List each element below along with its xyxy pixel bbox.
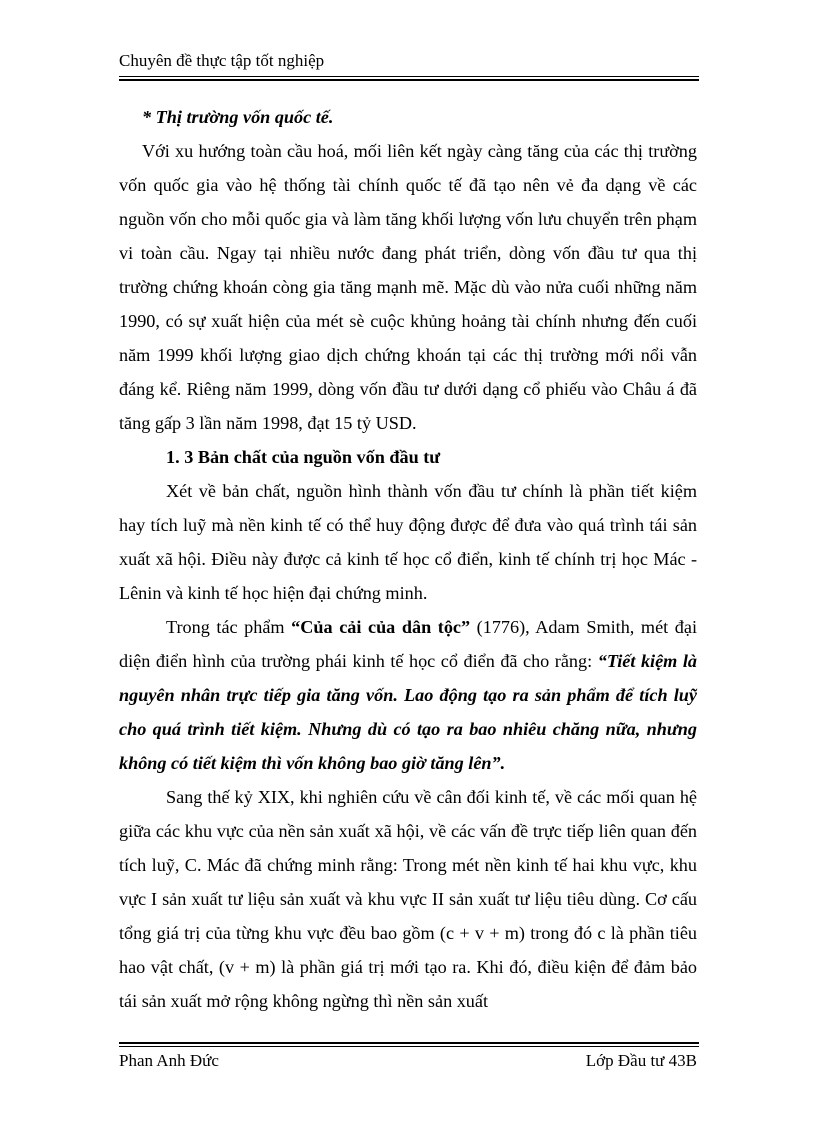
page-header-title: Chuyên đề thực tập tốt nghiệp xyxy=(119,51,325,70)
adam-smith-intro-text: Trong tác phẩm xyxy=(166,617,292,637)
paragraph-marx: Sang thế kỷ XIX, khi nghiên cứu về cân đối kinh tế, về các mối quan hệ giữa các khu vực của nền sản xuất xã hội, về các vấn đề trực tiếp liên quan đến tích luỹ, C. Mác đã chứng minh rằng: Trong mét nền kinh tế hai khu vực, khu vực I sản xuất tư liệu sản xuất và khu vực II sản xuất tư liệu tiêu dùng. Cơ cấu tổng giá trị của từng khu vực đều bao gồm (c + v + m) trong đó c là phần tiêu hao vật chất, (v + m) là phần giá trị mới tạo ra. Khi đó, điều kiện để đảm bảo tái sản xuất mở rộng không ngừng thì nền sản xuất xyxy=(119,787,697,1011)
footer-author: Phan Anh Đức xyxy=(119,1051,219,1070)
header-rule-thick xyxy=(119,79,699,81)
section-heading-1-3: 1. 3 Bản chất của nguồn vốn đầu tư xyxy=(166,447,441,467)
footer-class: Lớp Đầu tư 43B xyxy=(585,1051,697,1070)
paragraph-intl-capital: Với xu hướng toàn cầu hoá, mối liên kết ngày càng tăng của các thị trường vốn quốc gia vào hệ thống tài chính quốc tế đã tạo nên vẻ đa dạng về các nguồn vốn cho mỗi quốc gia và làm tăng khối lượng vốn lưu chuyển trên phạm vi toàn cầu. Ngay tại nhiều nước đang phát triển, dòng vốn đầu tư qua thị trường chứng khoán còng gia tăng mạnh mẽ. Mặc dù vào nửa cuối những năm 1990, có sự xuất hiện của mét sè cuộc khủng hoảng tài chính nhưng đến cuối năm 1999 khối lượng giao dịch chứng khoán tại các thị trường mới nổi vẫn đáng kể. Riêng năm 1999, dòng vốn đầu tư dưới dạng cổ phiếu vào Châu á đã tăng gấp 3 lần năm 1998, đạt 15 tỷ USD. xyxy=(119,141,697,433)
adam-smith-quote: “Tiết kiệm là nguyên nhân trực tiếp gia tăng vốn. Lao động tạo ra sản phẩm để tích luỹ cho quá trình tiết kiệm. Nhưng dù có tạo ra bao nhiêu chăng nữa, nhưng không có tiết kiệm thì vốn không bao giờ tăng lên”. xyxy=(119,651,697,773)
header-rule xyxy=(119,76,699,77)
footer-rule xyxy=(119,1046,699,1047)
work-title: “Của cải của dân tộc” xyxy=(291,617,471,637)
paragraph-nature-of-capital: Xét về bản chất, nguồn hình thành vốn đầu tư chính là phần tiết kiệm hay tích luỹ mà nền kinh tế có thể huy động được để đưa vào quá trình tái sản xuất xã hội. Điều này được cả kinh tế học cổ điển, kinh tế chính trị học Mác - Lênin và kinh tế học hiện đại chứng minh. xyxy=(119,481,697,603)
adam-smith-mid-text: (1776), Adam Smith, mét đại diện điển hình của trường phái kinh tế học cổ điển đã cho rằng: xyxy=(119,617,697,671)
paragraph-adam-smith xyxy=(119,610,697,780)
intl-capital-market-heading: * Thị trường vốn quốc tế. xyxy=(142,107,334,127)
footer-rule-thick xyxy=(119,1042,699,1044)
document-body xyxy=(119,100,697,1018)
